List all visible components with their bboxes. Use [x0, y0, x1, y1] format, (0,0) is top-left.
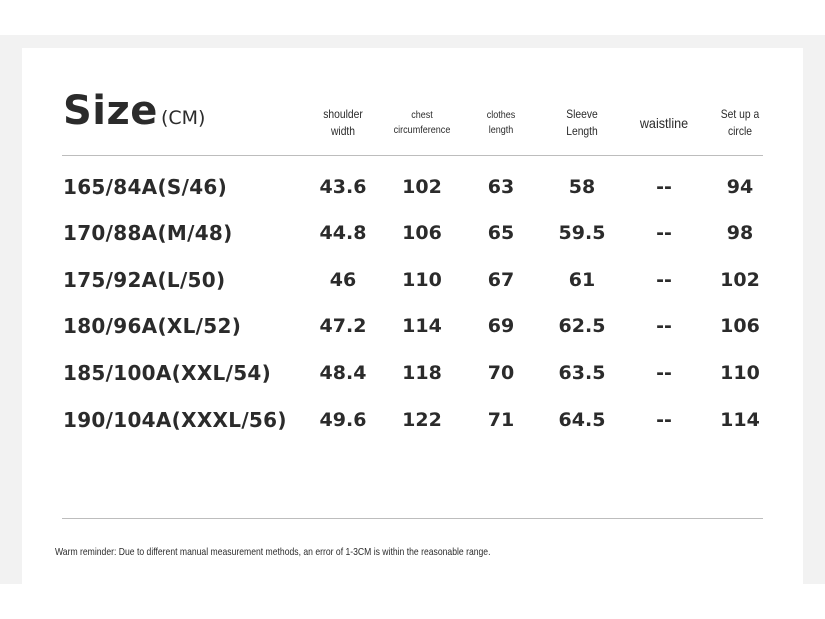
table-row [0, 303, 825, 349]
footer-divider [62, 518, 763, 519]
cell-circle: 94 [726, 176, 754, 198]
warm-reminder-text: Warm reminder: Due to different manual measurement methods, an error of 1-3CM is within the reasonable range. [55, 546, 491, 558]
size-label: 185/100A(XXL/54) [63, 361, 272, 385]
cell-waistline: -- [656, 176, 672, 198]
size-label: 175/92A(L/50) [63, 268, 226, 292]
table-row [0, 350, 825, 396]
cell-sleeve: 63.5 [558, 362, 606, 384]
cell-shoulder: 43.6 [319, 176, 367, 198]
cell-chest: 102 [402, 176, 442, 198]
cell-sleeve: 62.5 [558, 315, 606, 337]
cell-clothes-length: 71 [487, 409, 515, 431]
cell-waistline: -- [656, 362, 672, 384]
cell-circle: 106 [720, 315, 760, 337]
size-label: 180/96A(XL/52) [63, 314, 242, 338]
cell-shoulder: 49.6 [319, 409, 367, 431]
header-circle: Set up a circle [720, 106, 760, 138]
cell-clothes-length: 70 [487, 362, 515, 384]
cell-shoulder: 46 [329, 269, 357, 291]
cell-sleeve: 64.5 [558, 409, 606, 431]
table-row [0, 397, 825, 443]
size-label: 190/104A(XXXL/56) [63, 408, 287, 432]
cell-shoulder: 48.4 [319, 362, 367, 384]
header-chest: chest circumference [393, 108, 451, 136]
cell-chest: 122 [402, 409, 442, 431]
title-main: Size [63, 88, 158, 134]
chart-title [63, 88, 205, 134]
table-row [0, 164, 825, 210]
cell-waistline: -- [656, 409, 672, 431]
cell-sleeve: 58 [568, 176, 596, 198]
table-row [0, 257, 825, 303]
header-clothes-length: clothes length [486, 108, 516, 136]
cell-chest: 114 [402, 315, 442, 337]
cell-chest: 110 [402, 269, 442, 291]
cell-clothes-length: 67 [487, 269, 515, 291]
cell-waistline: -- [656, 222, 672, 244]
cell-waistline: -- [656, 315, 672, 337]
cell-circle: 102 [720, 269, 760, 291]
cell-clothes-length: 65 [487, 222, 515, 244]
cell-circle: 110 [720, 362, 760, 384]
cell-chest: 106 [402, 222, 442, 244]
table-row [0, 210, 825, 256]
title-unit: (CM) [160, 107, 206, 129]
cell-circle: 114 [720, 409, 760, 431]
cell-shoulder: 44.8 [319, 222, 367, 244]
header-divider [62, 155, 763, 156]
cell-shoulder: 47.2 [319, 315, 367, 337]
size-label: 165/84A(S/46) [63, 175, 228, 199]
cell-waistline: -- [656, 269, 672, 291]
cell-clothes-length: 69 [487, 315, 515, 337]
cell-circle: 98 [726, 222, 754, 244]
cell-sleeve: 61 [568, 269, 596, 291]
size-label: 170/88A(M/48) [63, 221, 233, 245]
cell-clothes-length: 63 [487, 176, 515, 198]
header-shoulder: shoulder width [323, 106, 363, 138]
header-waistline: waistline [639, 114, 689, 131]
cell-chest: 118 [402, 362, 442, 384]
cell-sleeve: 59.5 [558, 222, 606, 244]
header-sleeve: Sleeve Length [566, 106, 598, 138]
